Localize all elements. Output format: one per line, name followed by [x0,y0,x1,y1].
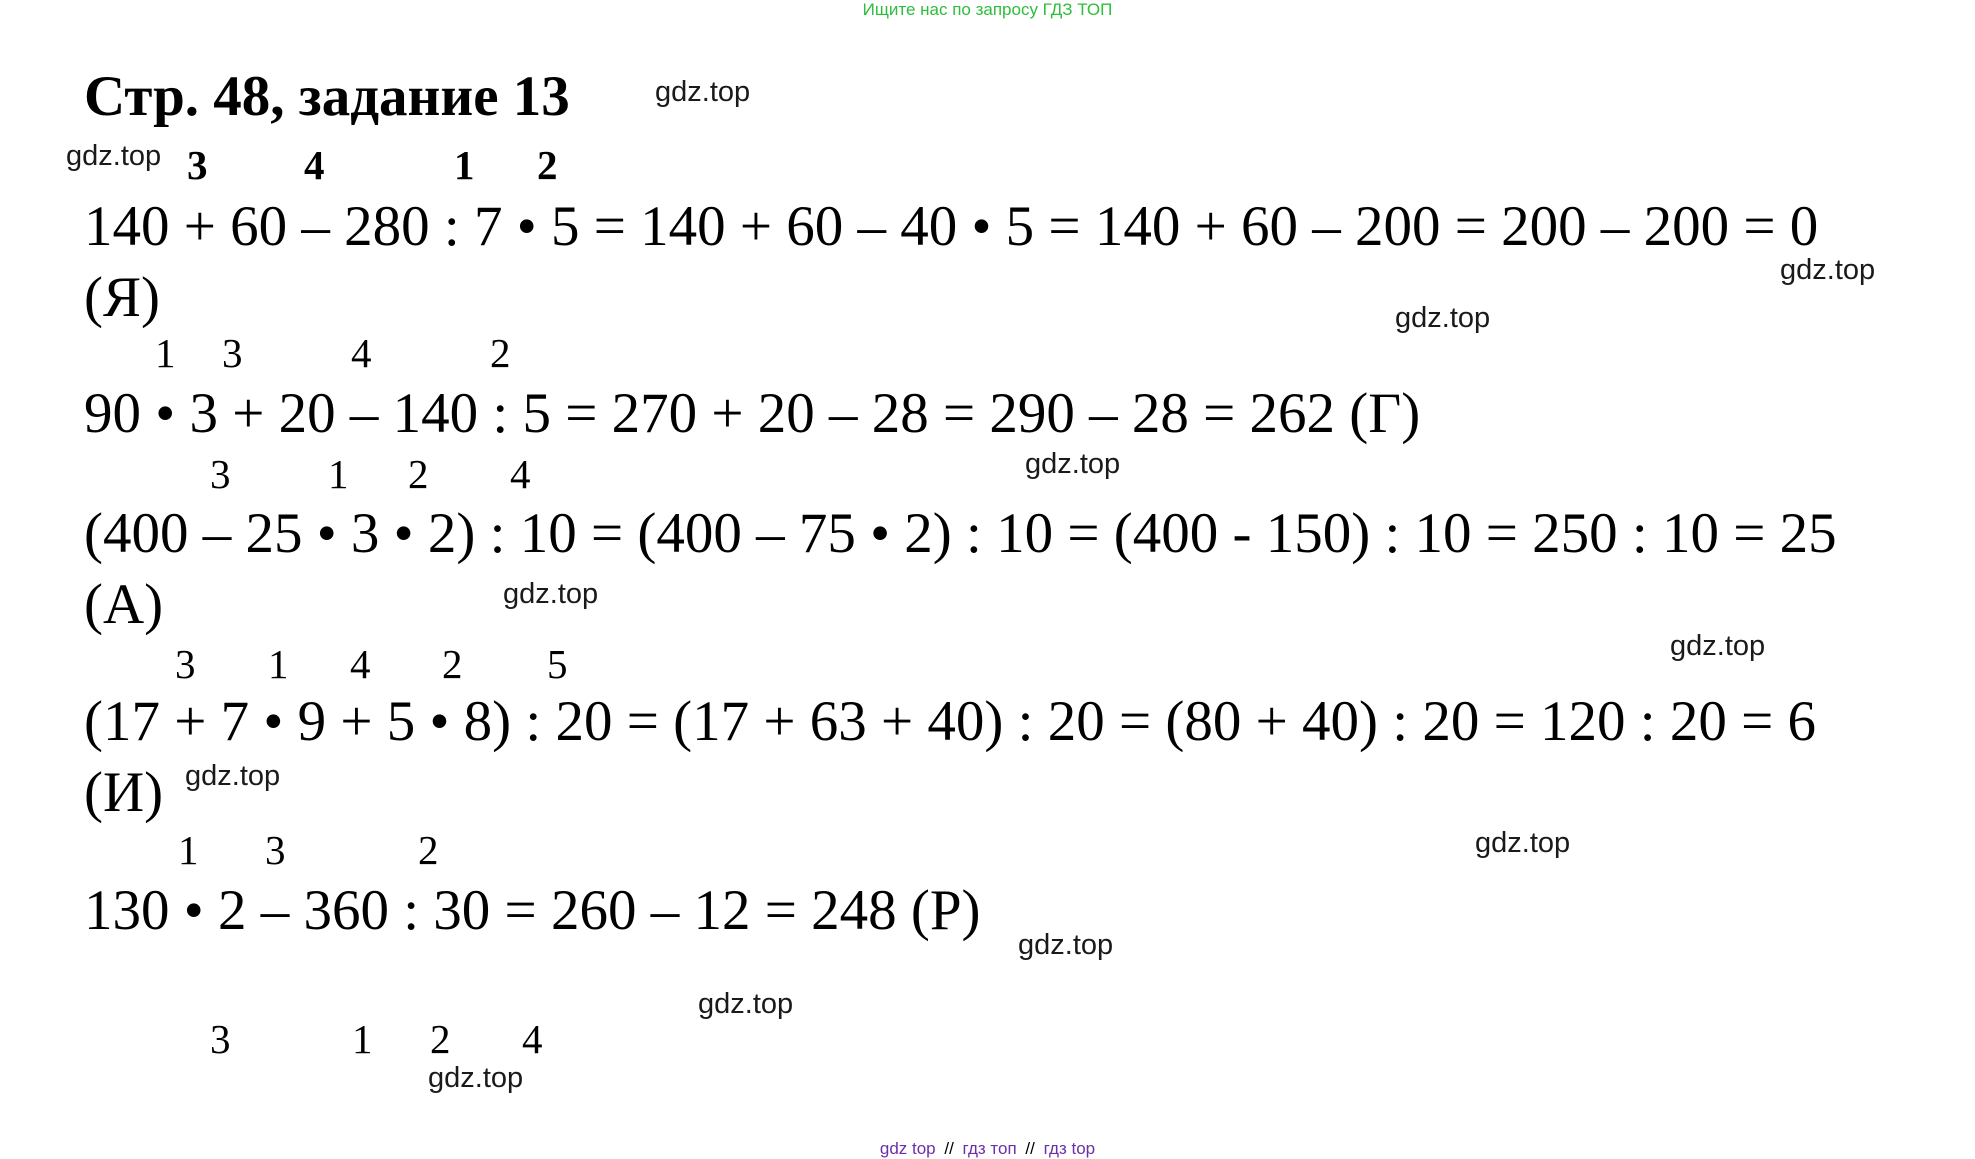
order-mark: 1 [352,1016,373,1062]
order-mark: 4 [350,641,371,687]
footer-separator: // [944,1139,954,1158]
footer-link[interactable]: гдз top [1043,1139,1096,1158]
answer-letter: (И) [84,761,164,824]
watermark: gdz.top [185,760,281,792]
order-mark: 1 [268,641,289,687]
expression-line: 90 • 3 + 20 – 140 : 5 = 270 + 20 – 28 = 290 – 28 = 262 (Г) [84,382,1421,445]
order-mark: 1 [178,827,199,873]
order-mark: 1 [454,142,475,188]
order-mark: 2 [408,451,429,497]
order-mark: 4 [351,330,372,376]
order-mark: 4 [510,451,531,497]
order-mark: 4 [522,1016,543,1062]
order-mark: 2 [418,827,439,873]
watermark: gdz.top [503,578,599,610]
expression-line: (17 + 7 • 9 + 5 • 8) : 20 = (17 + 63 + 40) : 20 = (80 + 40) : 20 = 120 : 20 = 6 [84,690,1816,753]
watermark: gdz.top [1018,929,1114,961]
watermark: gdz.top [698,988,794,1020]
order-mark: 3 [210,1016,231,1062]
watermark: gdz.top [1395,302,1491,334]
answer-letter: (Я) [84,266,160,329]
expression-line: (400 – 25 • 3 • 2) : 10 = (400 – 75 • 2) : 10 = (400 - 150) : 10 = 250 : 10 = 25 [84,502,1837,565]
order-mark: 1 [328,451,349,497]
footer-links [0,1139,1975,1159]
answer-letter: (А) [84,573,164,636]
order-mark: 3 [222,330,243,376]
order-mark: 5 [547,641,568,687]
footer-link[interactable]: гдз топ [962,1139,1017,1158]
order-mark: 3 [187,142,208,188]
order-mark: 3 [210,451,231,497]
expression-line: 140 + 60 – 280 : 7 • 5 = 140 + 60 – 40 • 5 = 140 + 60 – 200 = 200 – 200 = 0 [84,195,1819,258]
order-mark: 2 [442,641,463,687]
order-mark: 4 [304,142,325,188]
watermark: gdz.top [428,1062,524,1094]
footer-separator: // [1025,1139,1035,1158]
watermark: gdz.top [66,140,162,172]
order-mark: 3 [175,641,196,687]
watermark: gdz.top [655,76,751,108]
watermark: gdz.top [1780,254,1876,286]
search-hint: Ищите нас по запросу ГДЗ ТОП [862,0,1113,19]
watermark: gdz.top [1025,448,1121,480]
footer-link[interactable]: gdz top [879,1139,936,1158]
expression-line: 130 • 2 – 360 : 30 = 260 – 12 = 248 (Р) [84,879,981,942]
order-mark: 3 [265,827,286,873]
watermark: gdz.top [1670,630,1766,662]
order-mark: 2 [537,142,558,188]
watermark: gdz.top [1475,827,1571,859]
order-mark: 1 [155,330,176,376]
page-title: Стр. 48, задание 13 [84,65,570,128]
order-mark: 2 [430,1016,451,1062]
order-mark: 2 [490,330,511,376]
